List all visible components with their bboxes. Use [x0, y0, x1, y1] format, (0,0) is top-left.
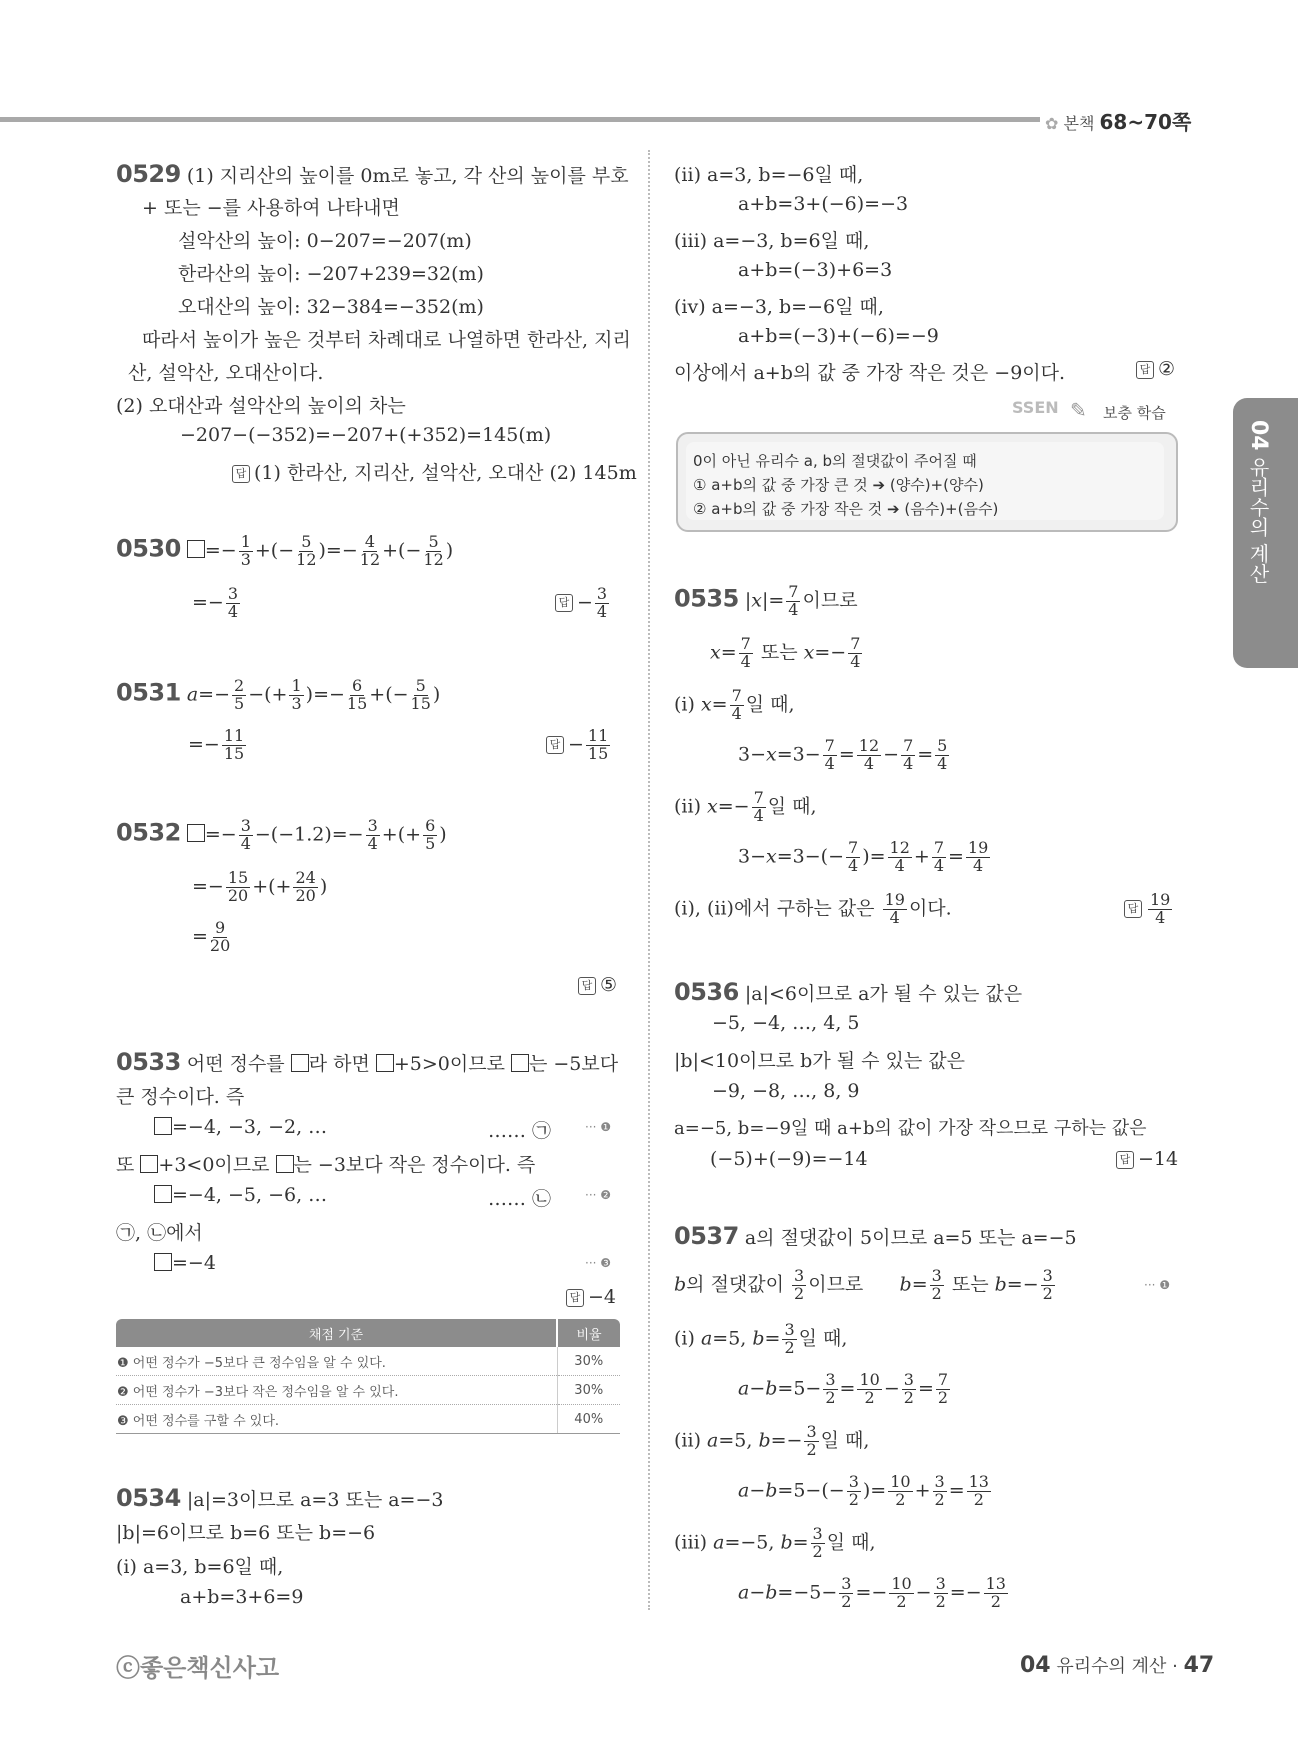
- supplement-title: 0이 아닌 유리수 a, b의 절댓값이 주어질 때: [693, 452, 977, 470]
- answer-icon: 답: [232, 465, 250, 483]
- text-line: (i) x= $\frac{7}{4}$ 일 때,: [674, 686, 795, 723]
- text-line: =−4: [154, 1252, 216, 1274]
- problem-0535: 0535 |x|= $\frac{7}{4}$ 이므로: [674, 582, 858, 619]
- ssen-label: 보충 학습: [1103, 404, 1166, 422]
- answer-0533: 답 −4: [566, 1286, 616, 1308]
- problem-0529: 0529 (1) 지리산의 높이를 0m로 놓고, 각 산의 높이를 부호: [116, 160, 629, 188]
- supplement-item: ② a+b의 값 중 가장 작은 것 ➔ (음수)+(음수): [693, 500, 999, 518]
- text-line: =− $\frac{3}{4}$: [192, 584, 239, 621]
- step-marker: ··· ❸: [585, 1256, 612, 1270]
- answer-icon: 답: [1136, 361, 1154, 379]
- answer-icon: 답: [546, 736, 564, 754]
- text-line: + 또는 −를 사용하여 나타내면: [142, 197, 400, 219]
- text-line: |b|=6이므로 b=6 또는 b=−6: [116, 1522, 376, 1544]
- answer-icon: 답: [1116, 1151, 1134, 1169]
- page-number: 47: [1183, 1653, 1215, 1678]
- text-line: (iii) a=−3, b=6일 때,: [674, 230, 870, 252]
- blank-box: [276, 1155, 294, 1173]
- chapter-tab-label: 04 유리수의 계산: [1246, 420, 1271, 584]
- blank-box: [511, 1054, 529, 1072]
- blank-box: [187, 540, 205, 558]
- text-line: x= $\frac{7}{4}$ 또는 x=− $\frac{7}{4}$: [710, 634, 861, 671]
- text-line: =− $\frac{11}{15}$: [188, 726, 245, 763]
- problem-0531: 0531 a=− $\frac{2}{5}$ −(+ $\frac{1}{3}$ )=− $\frac{6}{15}$ +(− $\frac{5}{15}$ ): [116, 676, 441, 713]
- blank-box: [154, 1117, 172, 1135]
- text-line: (iii) a=−5, b= $\frac{3}{2}$ 일 때,: [674, 1524, 876, 1561]
- text-line: |b|<10이므로 b가 될 수 있는 값은: [674, 1050, 965, 1072]
- page-reference: ✿ 본책 68~70쪽: [1045, 110, 1192, 134]
- text-line: 또 +3<0이므로 는 −3보다 작은 정수이다. 즉: [116, 1154, 536, 1176]
- text-line: (ii) x=− $\frac{7}{4}$ 일 때,: [674, 788, 817, 825]
- text-line: a−b=−5− $\frac{3}{2}$ =− $\frac{10}{2}$ − $\frac{3}{2}$ =− $\frac{13}{2}$: [738, 1574, 1006, 1611]
- answer-icon: 답: [566, 1289, 584, 1307]
- blank-box: [291, 1054, 309, 1072]
- problem-0530: 0530 =− $\frac{1}{3}$ +(− $\frac{5}{12}$ )=− $\frac{4}{12}$ +(− $\frac{5}{12}$ ): [116, 532, 454, 569]
- scoring-criteria-table: [116, 1319, 620, 1434]
- text-line: a−b=5−(− $\frac{3}{2}$ )= $\frac{10}{2}$ + $\frac{3}{2}$ = $\frac{13}{2}$: [738, 1472, 989, 1509]
- text-line: a−b=5− $\frac{3}{2}$ = $\frac{10}{2}$ − $\frac{3}{2}$ = $\frac{7}{2}$: [738, 1370, 949, 1407]
- answer-0535: 답 $\frac{19}{4}$: [1124, 892, 1174, 927]
- text-line: −207−(−352)=−207+(+352)=145(m): [180, 424, 552, 446]
- blank-box: [376, 1054, 394, 1072]
- text-line: =− $\frac{15}{20}$ +(+ $\frac{24}{20}$ ): [192, 868, 328, 905]
- answer-0530: 답 − $\frac{3}{4}$: [555, 586, 611, 621]
- text-line: a+b=3+6=9: [180, 1586, 304, 1608]
- text-line: (−5)+(−9)=−14: [710, 1148, 868, 1170]
- answer-0532: 답 ⑤: [578, 974, 617, 996]
- table-row: ❸ 어떤 정수를 구할 수 있다. 40%: [116, 1405, 620, 1434]
- text-line: (i) a=5, b= $\frac{3}{2}$ 일 때,: [674, 1320, 848, 1357]
- answer-0531: 답 − $\frac{11}{15}$: [546, 728, 612, 763]
- publisher-logo: ⓒ좋은책신사고: [116, 1654, 280, 1682]
- answer-icon: 답: [578, 977, 596, 995]
- text-line: −9, −8, …, 8, 9: [712, 1080, 860, 1102]
- step-marker: ··· ❷: [585, 1188, 612, 1202]
- text-line: 설악산의 높이: 0−207=−207(m): [178, 230, 472, 252]
- text-line: b의 절댓값이 $\frac{3}{2}$ 이므로 b= $\frac{3}{2}$ 또는 b=− $\frac{3}{2}$: [674, 1266, 1053, 1303]
- text-line: 따라서 높이가 높은 것부터 차례대로 나열하면 한라산, 지리: [142, 329, 631, 351]
- blank-box: [140, 1155, 158, 1173]
- text-line: (ii) a=3, b=−6일 때,: [674, 164, 864, 186]
- answer-0529: 답 (1) 한라산, 지리산, 설악산, 오대산 (2) 145m: [232, 458, 637, 485]
- text-line: 3−x=3− $\frac{7}{4}$ = $\frac{12}{4}$ − $\frac{7}{4}$ = $\frac{5}{4}$: [738, 736, 948, 773]
- answer-icon: 답: [555, 594, 573, 612]
- label-tag: …… ㉠: [488, 1120, 552, 1142]
- problem-0537: 0537 a의 절댓값이 5이므로 a=5 또는 a=−5: [674, 1222, 1077, 1250]
- table-row: ❷ 어떤 정수가 −3보다 작은 정수임을 알 수 있다. 30%: [116, 1376, 620, 1405]
- text-line: (i) a=3, b=6일 때,: [116, 1556, 284, 1578]
- text-line: = $\frac{9}{20}$: [192, 918, 231, 955]
- text-line: 한라산의 높이: −207+239=32(m): [178, 263, 484, 285]
- text-line: 산, 설악산, 오대산이다.: [128, 362, 324, 384]
- step-marker: ··· ❶: [585, 1120, 612, 1134]
- answer-0534: 답 ②: [1136, 358, 1175, 380]
- text-line: 이상에서 a+b의 값 중 가장 작은 것은 −9이다.: [674, 362, 1066, 384]
- text-line: (i), (ii)에서 구하는 값은 $\frac{19}{4}$ 이다.: [674, 890, 952, 927]
- answer-icon: 답: [1124, 900, 1142, 918]
- blank-box: [154, 1253, 172, 1271]
- text-line: (ii) a=5, b=− $\frac{3}{2}$ 일 때,: [674, 1422, 870, 1459]
- problem-0536: 0536 |a|<6이므로 a가 될 수 있는 값은: [674, 978, 1023, 1006]
- problem-0534: 0534 |a|=3이므로 a=3 또는 a=−3: [116, 1484, 444, 1512]
- table-row: ❶ 어떤 정수가 −5보다 큰 정수임을 알 수 있다. 30%: [116, 1347, 620, 1376]
- text-line: (iv) a=−3, b=−6일 때,: [674, 296, 884, 318]
- text-line: 오대산의 높이: 32−384=−352(m): [178, 296, 484, 318]
- flower-icon: ✿: [1045, 114, 1059, 133]
- text-line: (2) 오대산과 설악산의 높이의 차는: [116, 395, 406, 417]
- ssen-logo: SSEN: [1012, 398, 1059, 417]
- text-line: a+b=(−3)+(−6)=−9: [738, 325, 939, 347]
- note-icon: ✎: [1070, 398, 1087, 422]
- text-line: =−4, −5, −6, …: [154, 1184, 327, 1206]
- text-line: −5, −4, …, 4, 5: [712, 1012, 860, 1034]
- answer-0536: 답 −14: [1116, 1148, 1178, 1170]
- problem-0533: 0533 어떤 정수를 라 하면 +5>0이므로 는 −5보다: [116, 1048, 619, 1076]
- table-header: 채점 기준 비율: [116, 1319, 620, 1347]
- blank-box: [187, 824, 205, 842]
- text-line: a+b=3+(−6)=−3: [738, 193, 909, 215]
- problem-0532: 0532 =− $\frac{3}{4}$ −(−1.2)=− $\frac{3}{4}$ +(+ $\frac{6}{5}$ ): [116, 816, 447, 853]
- column-divider: [648, 150, 650, 1610]
- header-rule: [0, 117, 1040, 122]
- text-line: a+b=(−3)+6=3: [738, 259, 893, 281]
- step-marker: ··· ❶: [1144, 1278, 1171, 1292]
- label-tag: …… ㉡: [488, 1188, 552, 1210]
- text-line: =−4, −3, −2, …: [154, 1116, 327, 1138]
- text-line: ㉠, ㉡에서: [116, 1222, 203, 1244]
- text-line: 3−x=3−(− $\frac{7}{4}$ )= $\frac{12}{4}$ + $\frac{7}{4}$ = $\frac{19}{4}$: [738, 838, 989, 875]
- blank-box: [154, 1185, 172, 1203]
- text-line: a=−5, b=−9일 때 a+b의 값이 가장 작으므로 구하는 값은: [674, 1118, 1147, 1139]
- page-footer: 04 유리수의 계산 · 47: [1020, 1653, 1215, 1678]
- supplement-item: ① a+b의 값 중 가장 큰 것 ➔ (양수)+(양수): [693, 476, 984, 494]
- text-line: 큰 정수이다. 즉: [116, 1086, 245, 1108]
